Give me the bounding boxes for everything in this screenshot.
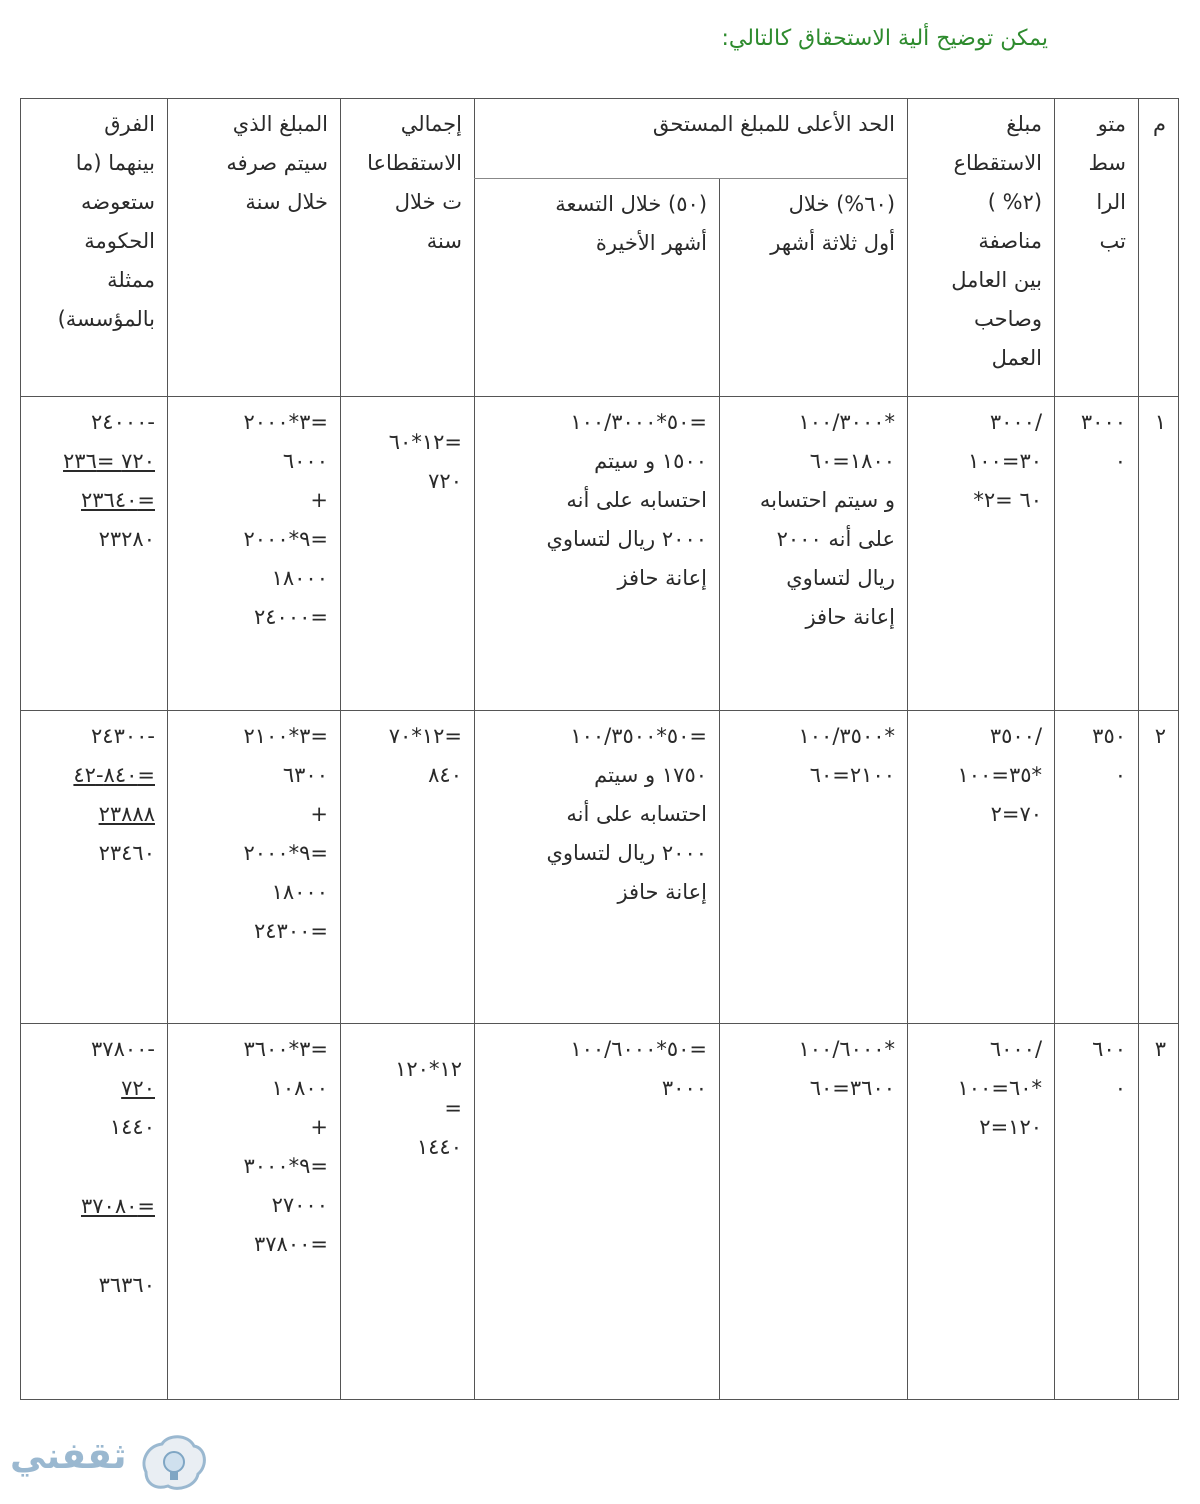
cell-deduction: /٣٠٠٠ ٣٠=١٠٠ ٦٠ =٢* xyxy=(908,397,1055,711)
cell-paid-amount: =٣*٣٦٠٠ ١٠٨٠٠ + =٩*٣٠٠٠ ٢٧٠٠٠ =٣٧٨٠٠ xyxy=(168,1023,341,1399)
cell-deduction: /٣٥٠٠ *٣٥=١٠٠ ٧٠=٢ xyxy=(908,711,1055,1023)
header-deduction: مبلغ الاستقطاع (٢% ) مناصفة بين العامل وصاحب العمل xyxy=(908,99,1055,397)
cell-paid-amount: =٣*٢٠٠٠ ٦٠٠٠ + =٩*٢٠٠٠ ١٨٠٠٠ =٢٤٠٠٠ xyxy=(168,397,341,711)
cell-salary: ٣٠٠٠ ٠ xyxy=(1055,397,1139,711)
cell-m: ٢ xyxy=(1139,711,1179,1023)
cell-total-deductions: =١٢*٦٠ ٧٢٠ xyxy=(341,397,475,711)
cell-salary: ٣٥٠ ٠ xyxy=(1055,711,1139,1023)
table-row xyxy=(21,1023,1179,1399)
cell-paid-amount: =٣*٢١٠٠ ٦٣٠٠ + =٩*٢٠٠٠ ١٨٠٠٠ =٢٤٣٠٠ xyxy=(168,711,341,1023)
cell-last-nine-months: =٥٠*١٠٠/٣٠٠٠ ١٥٠٠ و سيتم احتسابه على أنه ٢٠٠٠ ريال لتساوي إعانة حافز xyxy=(475,397,720,711)
cell-m: ١ xyxy=(1139,397,1179,711)
cell-first-three-months: *١٠٠/٦٠٠٠ ٣٦٠٠=٦٠ xyxy=(720,1023,908,1399)
header-m: م xyxy=(1139,99,1179,397)
logo-text: ثقفني xyxy=(10,1436,127,1477)
cell-total-deductions: ١٢*١٢٠ = ١٤٤٠ xyxy=(341,1023,475,1399)
header-last-nine-months: (٥٠) خلال التسعة أشهر الأخيرة xyxy=(475,179,720,397)
cell-difference: -٢٤٠٠٠ ٧٢٠ =٢٣٦ =٢٣٦٤٠ ٢٣٢٨٠ xyxy=(21,397,168,711)
cell-deduction: /٦٠٠٠ *٦٠=١٠٠ ١٢٠=٢ xyxy=(908,1023,1055,1399)
cell-last-nine-months: =٥٠*١٠٠/٦٠٠٠ ٣٠٠٠ xyxy=(475,1023,720,1399)
cell-difference: -٢٤٣٠٠ =٨٤٠-٤٢ ٢٣٨٨٨ ٢٣٤٦٠ xyxy=(21,711,168,1023)
header-total-deductions: إجمالي الاستقطاعا ت خلال سنة xyxy=(341,99,475,397)
header-avg-salary: متو سط الرا تب xyxy=(1055,99,1139,397)
site-logo xyxy=(4,1430,219,1500)
lightbulb-icon xyxy=(138,1432,208,1496)
cell-total-deductions: =١٢*٧٠ ٨٤٠ xyxy=(341,711,475,1023)
header-difference: الفرق بينهما (ما ستعوضه الحكومة ممثلة بالمؤسسة) xyxy=(21,99,168,397)
header-first-three-months: (٦٠%) خلال أول ثلاثة أشهر xyxy=(720,179,908,397)
cell-difference: -٣٧٨٠٠ ٧٢٠ ١٤٤٠ =٣٧٠٨٠ ٣٦٣٦٠ xyxy=(21,1023,168,1399)
header-paid-amount: المبلغ الذي سيتم صرفه خلال سنة xyxy=(168,99,341,397)
table-row xyxy=(21,711,1179,1023)
cell-first-three-months: *١٠٠/٣٠٠٠ ١٨٠٠=٦٠ و سيتم احتسابه على أنه ٢٠٠٠ ريال لتساوي إعانة حافز xyxy=(720,397,908,711)
cell-salary: ٦٠٠ ٠ xyxy=(1055,1023,1139,1399)
cell-last-nine-months: =٥٠*١٠٠/٣٥٠٠ ١٧٥٠ و سيتم احتسابه على أنه ٢٠٠٠ ريال لتساوي إعانة حافز xyxy=(475,711,720,1023)
intro-text: يمكن توضيح ألية الاستحقاق كالتالي: xyxy=(721,26,1048,51)
entitlement-table xyxy=(20,98,1179,1400)
table-row xyxy=(21,397,1179,711)
cell-m: ٣ xyxy=(1139,1023,1179,1399)
cell-first-three-months: *١٠٠/٣٥٠٠ ٢١٠٠=٦٠ xyxy=(720,711,908,1023)
header-max-amount: الحد الأعلى للمبلغ المستحق xyxy=(475,99,908,179)
